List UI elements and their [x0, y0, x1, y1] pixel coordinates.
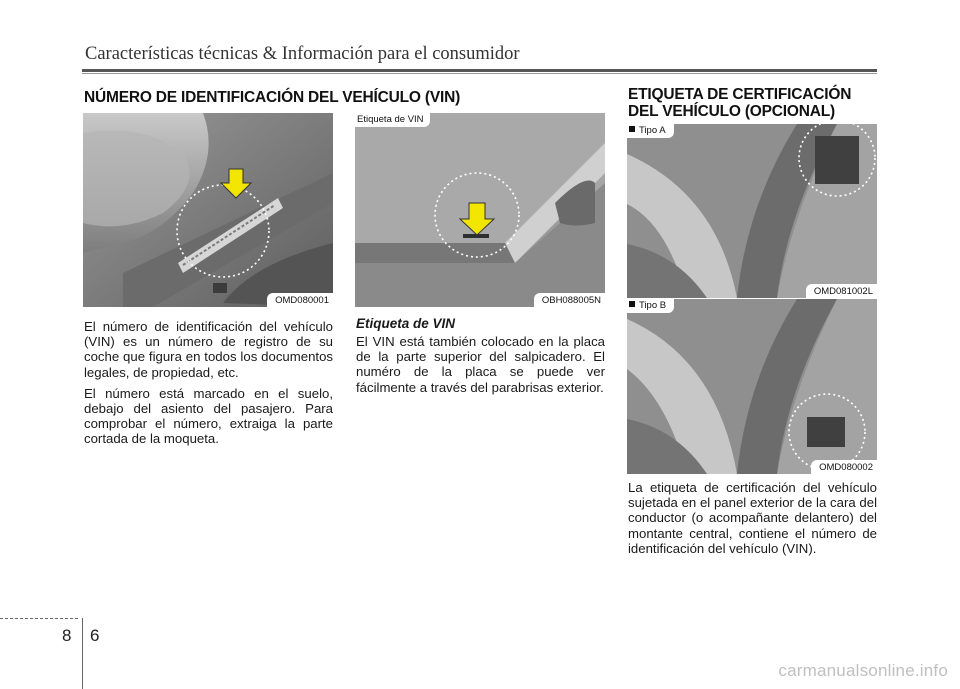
- footer-vertical-rule: [82, 618, 83, 689]
- photo-floor-vin: [83, 113, 333, 307]
- type-b-caption: OMD080002: [811, 460, 877, 474]
- photo2-label: Etiqueta de VIN: [355, 113, 430, 127]
- footer-dashed-rule: [0, 618, 78, 619]
- vin-paragraph-3: El VIN está también colocado en la placa de la parte superior del salpicadero. El numéro de la placa se puede ver fácilmente a través del parabrisas exterior.: [356, 334, 605, 395]
- photo2-caption: OBH088005N: [534, 293, 605, 307]
- vin-label-subheading: Etiqueta de VIN: [356, 316, 456, 331]
- watermark-text[interactable]: carmanualsonline.info: [778, 661, 948, 680]
- photo-windshield-vin: [355, 113, 605, 307]
- vin-text-column-2: [356, 334, 605, 401]
- cert-paragraph: La etiqueta de certificación del vehículo sujetada en el panel exterior de la cara del conductor (o acompañante delantero) del montante central, contiene el número de identificación del vehículo (VIN).: [628, 480, 877, 556]
- vin-text-column-1: [84, 319, 333, 453]
- page-header-title: Características técnicas & Información para el consumidor: [85, 44, 520, 64]
- cert-heading-line2: DEL VEHÍCULO (OPCIONAL): [628, 103, 835, 120]
- type-b-tag: [627, 299, 674, 313]
- type-a-tag: [627, 124, 674, 138]
- type-b-photo-illustration: [627, 299, 877, 474]
- vin-paragraph-2: El número está marcado en el suelo, debajo del asiento del pasajero. Para comprobar el número, extraiga la parte cortada de la moqueta.: [84, 385, 333, 447]
- yellow-arrow-icon: [83, 113, 333, 307]
- type-b-label: Tipo B: [639, 300, 667, 311]
- cert-section-heading: [628, 86, 851, 120]
- header-rule: [82, 69, 877, 72]
- photo-type-a: [627, 124, 877, 298]
- page-number: 6: [90, 626, 100, 645]
- vin-paragraph-1: El número de identificación del vehículo (VIN) es un número de registro de su coche que figura en todos los documentos legales, de propiedad, etc.: [84, 319, 333, 380]
- photo-type-b: [627, 299, 877, 474]
- type-a-photo-illustration: [627, 124, 877, 298]
- cert-text-column: [628, 480, 877, 562]
- photo1-caption: OMD080001: [267, 293, 333, 307]
- yellow-arrow-icon-2: [355, 113, 605, 307]
- square-bullet-icon: [629, 126, 635, 132]
- square-bullet-icon-2: [629, 301, 635, 307]
- vin-section-heading: NÚMERO DE IDENTIFICACIÓN DEL VEHÍCULO (VIN): [84, 89, 461, 106]
- cert-heading-line1: ETIQUETA DE CERTIFICACIÓN: [628, 86, 852, 103]
- type-a-label: Tipo A: [639, 125, 666, 136]
- header-rule-thin: [82, 73, 877, 74]
- section-number: 8: [62, 626, 72, 645]
- type-a-caption: OMD081002L: [806, 284, 877, 298]
